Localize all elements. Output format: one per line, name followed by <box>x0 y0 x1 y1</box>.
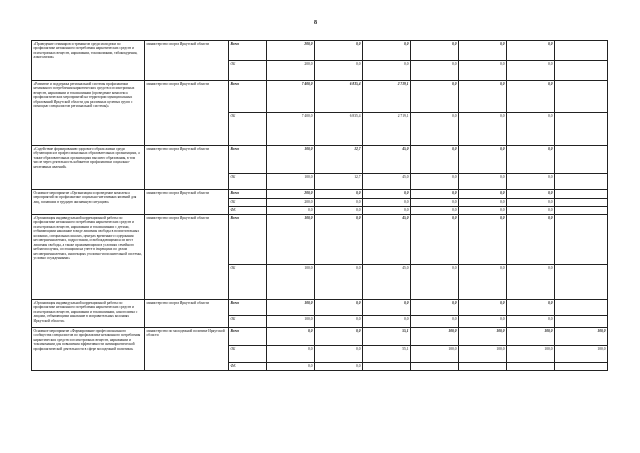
amount-cell: 100,0 <box>459 328 507 346</box>
amount-cell: 0,0 <box>459 113 507 146</box>
amount-cell: 0,0 <box>363 316 411 328</box>
amount-cell <box>507 363 555 371</box>
table-row <box>32 190 608 199</box>
amount-cell: 0,0 <box>459 207 507 215</box>
amount-cell: 0,0 <box>363 190 411 199</box>
amount-cell: 0,0 <box>507 174 555 190</box>
amount-cell: 100,0 <box>411 346 459 363</box>
amount-cell <box>363 363 411 371</box>
amount-cell <box>555 316 608 328</box>
funding-source: Всего <box>229 215 267 265</box>
amount-cell: 0,0 <box>267 363 315 371</box>
amount-cell: 200,0 <box>267 41 315 61</box>
amount-cell: 0,0 <box>459 215 507 265</box>
amount-cell: 0,0 <box>459 190 507 199</box>
amount-cell: 0,0 <box>411 146 459 174</box>
amount-cell: 55,1 <box>363 346 411 363</box>
amount-cell <box>555 41 608 61</box>
amount-cell: 200,0 <box>267 190 315 199</box>
amount-cell: 0,0 <box>507 199 555 207</box>
activity-name: «Проведение семинаров и тренингов среди молодежи по профилактике незаконного потребления наркотических средств и психотропных веществ, наркомании, токсикомании, табакокурения, алкоголизма» <box>32 41 145 81</box>
amount-cell: 0,0 <box>507 190 555 199</box>
amount-cell: 0,0 <box>315 207 363 215</box>
table-row <box>32 300 608 316</box>
funding-source: Всего <box>229 41 267 61</box>
activity-name: «Организация индивидуальной коррекционной работы по профилактике незаконного потребления наркотических средств и психотропных веществ, наркомании и токсикомании, алкоголизма с лицами, отбывающими наказание в исправительных колониях Иркутской области» <box>32 300 145 328</box>
amount-cell: 7 400,0 <box>267 113 315 146</box>
amount-cell: 0,0 <box>507 207 555 215</box>
amount-cell: 0,0 <box>411 61 459 81</box>
amount-cell: 100,0 <box>459 346 507 363</box>
amount-cell: 0,0 <box>411 316 459 328</box>
funding-source: Всего <box>229 146 267 174</box>
amount-cell: 12,7 <box>315 174 363 190</box>
amount-cell: 0,0 <box>315 215 363 265</box>
amount-cell: 0,0 <box>459 199 507 207</box>
amount-cell: 0,0 <box>459 265 507 300</box>
amount-cell: 200,0 <box>267 61 315 81</box>
amount-cell: 12,7 <box>315 146 363 174</box>
budget-table <box>31 40 608 371</box>
amount-cell: 2 719,1 <box>363 113 411 146</box>
amount-cell: 0,0 <box>315 346 363 363</box>
amount-cell: 0,0 <box>459 174 507 190</box>
amount-cell: 0,0 <box>507 146 555 174</box>
amount-cell: 0,0 <box>411 199 459 207</box>
amount-cell: 2 719,1 <box>363 81 411 113</box>
activity-name: «Развитие и поддержка региональной системы профилактики незаконного потребления наркотических средств и психотропных веществ, наркомании и токсикомании (проведение комплекса профилактических мероприятий на территории муниципальных образований Иркутской области для различных целевых групп с помощью специалистов региональной системы)» <box>32 81 145 146</box>
amount-cell: 0,0 <box>363 61 411 81</box>
amount-cell: 0,0 <box>507 265 555 300</box>
amount-cell: 100,0 <box>267 215 315 265</box>
amount-cell: 45,0 <box>363 146 411 174</box>
funding-source: ОБ <box>229 199 267 207</box>
funding-source: Всего <box>229 81 267 113</box>
amount-cell: 0,0 <box>363 41 411 61</box>
amount-cell <box>555 300 608 316</box>
amount-cell: 0,0 <box>315 316 363 328</box>
executor-name: министерство спорта Иркутской области <box>145 146 229 190</box>
amount-cell: 100,0 <box>267 174 315 190</box>
amount-cell: 0,0 <box>363 199 411 207</box>
table-row <box>32 81 608 113</box>
funding-source: Всего <box>229 190 267 199</box>
page-number: 8 <box>314 20 317 26</box>
amount-cell: 0,0 <box>507 215 555 265</box>
amount-cell <box>555 207 608 215</box>
amount-cell: 0,0 <box>411 190 459 199</box>
executor-name: министерство спорта Иркутской области <box>145 41 229 81</box>
amount-cell <box>555 61 608 81</box>
amount-cell: 45,0 <box>363 265 411 300</box>
amount-cell: 0,0 <box>315 199 363 207</box>
amount-cell: 0,0 <box>459 81 507 113</box>
funding-source: ОБ <box>229 61 267 81</box>
amount-cell: 0,0 <box>315 41 363 61</box>
amount-cell <box>555 113 608 146</box>
amount-cell <box>555 190 608 199</box>
funding-source: ОБ <box>229 174 267 190</box>
table-row <box>32 146 608 174</box>
amount-cell: 0,0 <box>267 207 315 215</box>
amount-cell: 0,0 <box>411 215 459 265</box>
amount-cell: 0,0 <box>507 81 555 113</box>
amount-cell: 0,0 <box>459 316 507 328</box>
activity-name: Основное мероприятие «Организация и проведение комплекса мероприятий по профилактике социально-негативных явлений для лиц, попавших в трудную жизненную ситуацию» <box>32 190 145 215</box>
executor-name: министерство спорта Иркутской области <box>145 215 229 300</box>
amount-cell: 0,0 <box>411 300 459 316</box>
amount-cell: 100,0 <box>267 265 315 300</box>
amount-cell: 0,0 <box>315 61 363 81</box>
funding-source: Всего <box>229 328 267 346</box>
amount-cell <box>459 363 507 371</box>
amount-cell <box>555 81 608 113</box>
amount-cell: 0,0 <box>507 113 555 146</box>
amount-cell <box>555 199 608 207</box>
amount-cell: 0,0 <box>507 41 555 61</box>
executor-name: министерство спорта Иркутской области <box>145 190 229 215</box>
amount-cell: 0,0 <box>411 41 459 61</box>
executor-name: министерство спорта Иркутской области <box>145 81 229 146</box>
amount-cell: 0,0 <box>507 316 555 328</box>
amount-cell: 0,0 <box>459 300 507 316</box>
amount-cell: 55,1 <box>363 328 411 346</box>
amount-cell: 6 835,4 <box>315 81 363 113</box>
executor-name: министерство по молодежной политике Иркутской области <box>145 328 229 371</box>
amount-cell: 0,0 <box>315 363 363 371</box>
amount-cell: 45,0 <box>363 215 411 265</box>
amount-cell: 0,0 <box>315 328 363 346</box>
amount-cell <box>411 363 459 371</box>
activity-name: «Содействие формированию здорового образа жизни среди обучающихся в профессиональных образовательных организациях, а также образовательных организациях высшего образования, в том числе через деятельность кабинетов профилактики социально-негативных явлений» <box>32 146 145 190</box>
funding-source: ФБ <box>229 363 267 371</box>
amount-cell <box>555 215 608 265</box>
amount-cell: 0,0 <box>411 113 459 146</box>
funding-source: ФБ <box>229 207 267 215</box>
amount-cell: 100,0 <box>267 300 315 316</box>
amount-cell: 0,0 <box>459 61 507 81</box>
amount-cell: 0,0 <box>315 265 363 300</box>
amount-cell: 45,0 <box>363 174 411 190</box>
amount-cell: 0,0 <box>411 81 459 113</box>
funding-source: ОБ <box>229 265 267 300</box>
amount-cell: 100,0 <box>267 316 315 328</box>
amount-cell: 100,0 <box>507 346 555 363</box>
amount-cell: 0,0 <box>507 61 555 81</box>
activity-name: Основное мероприятие «Формирование профессионального сообщества специалистов по профилактике незаконного потребления наркотических средств и психотропных веществ, наркомании и токсикомании для повышения эффективности антинаркотической профилактической деятельности в сфере молодежной политики» <box>32 328 145 371</box>
table-row <box>32 328 608 346</box>
amount-cell: 0,0 <box>363 207 411 215</box>
executor-name: министерство спорта Иркутской области <box>145 300 229 328</box>
amount-cell <box>555 363 608 371</box>
table-row <box>32 41 608 61</box>
amount-cell: 6 835,4 <box>315 113 363 146</box>
amount-cell <box>555 265 608 300</box>
amount-cell <box>555 146 608 174</box>
amount-cell <box>555 174 608 190</box>
amount-cell: 0,0 <box>507 300 555 316</box>
amount-cell: 200,0 <box>267 199 315 207</box>
funding-source: Всего <box>229 300 267 316</box>
amount-cell: 0,0 <box>411 265 459 300</box>
amount-cell: 100,0 <box>555 328 608 346</box>
amount-cell: 7 400,0 <box>267 81 315 113</box>
funding-source: ОБ <box>229 113 267 146</box>
amount-cell: 100,0 <box>411 328 459 346</box>
funding-source: ОБ <box>229 316 267 328</box>
amount-cell: 0,0 <box>459 146 507 174</box>
activity-name: «Организация индивидуальной коррекционной работы по профилактике незаконного потребления наркотических средств и психотропных веществ, наркомании и токсикомании с детьми, отбывающими наказание в виде лишения свободы в воспитательных колониях, специальных школах, центрах временного содержания несовершеннолетних, подростками, освобождающимися из мест лишения свободы, а также проживающими в условиях семейного неблагополучия, состоящими на учете в inspекциях по делам несовершеннолетних, инспекциях уголовно-исполнительной системы, условно осужденными» <box>32 215 145 300</box>
amount-cell: 100,0 <box>555 346 608 363</box>
amount-cell: 100,0 <box>267 146 315 174</box>
amount-cell: 0,0 <box>411 207 459 215</box>
amount-cell: 0,0 <box>363 300 411 316</box>
amount-cell: 0,0 <box>267 346 315 363</box>
amount-cell: 0,0 <box>315 300 363 316</box>
funding-source: ОБ <box>229 346 267 363</box>
amount-cell: 100,0 <box>507 328 555 346</box>
amount-cell: 0,0 <box>411 174 459 190</box>
amount-cell: 0,0 <box>267 328 315 346</box>
amount-cell: 0,0 <box>315 190 363 199</box>
table-row <box>32 215 608 265</box>
amount-cell: 0,0 <box>459 41 507 61</box>
